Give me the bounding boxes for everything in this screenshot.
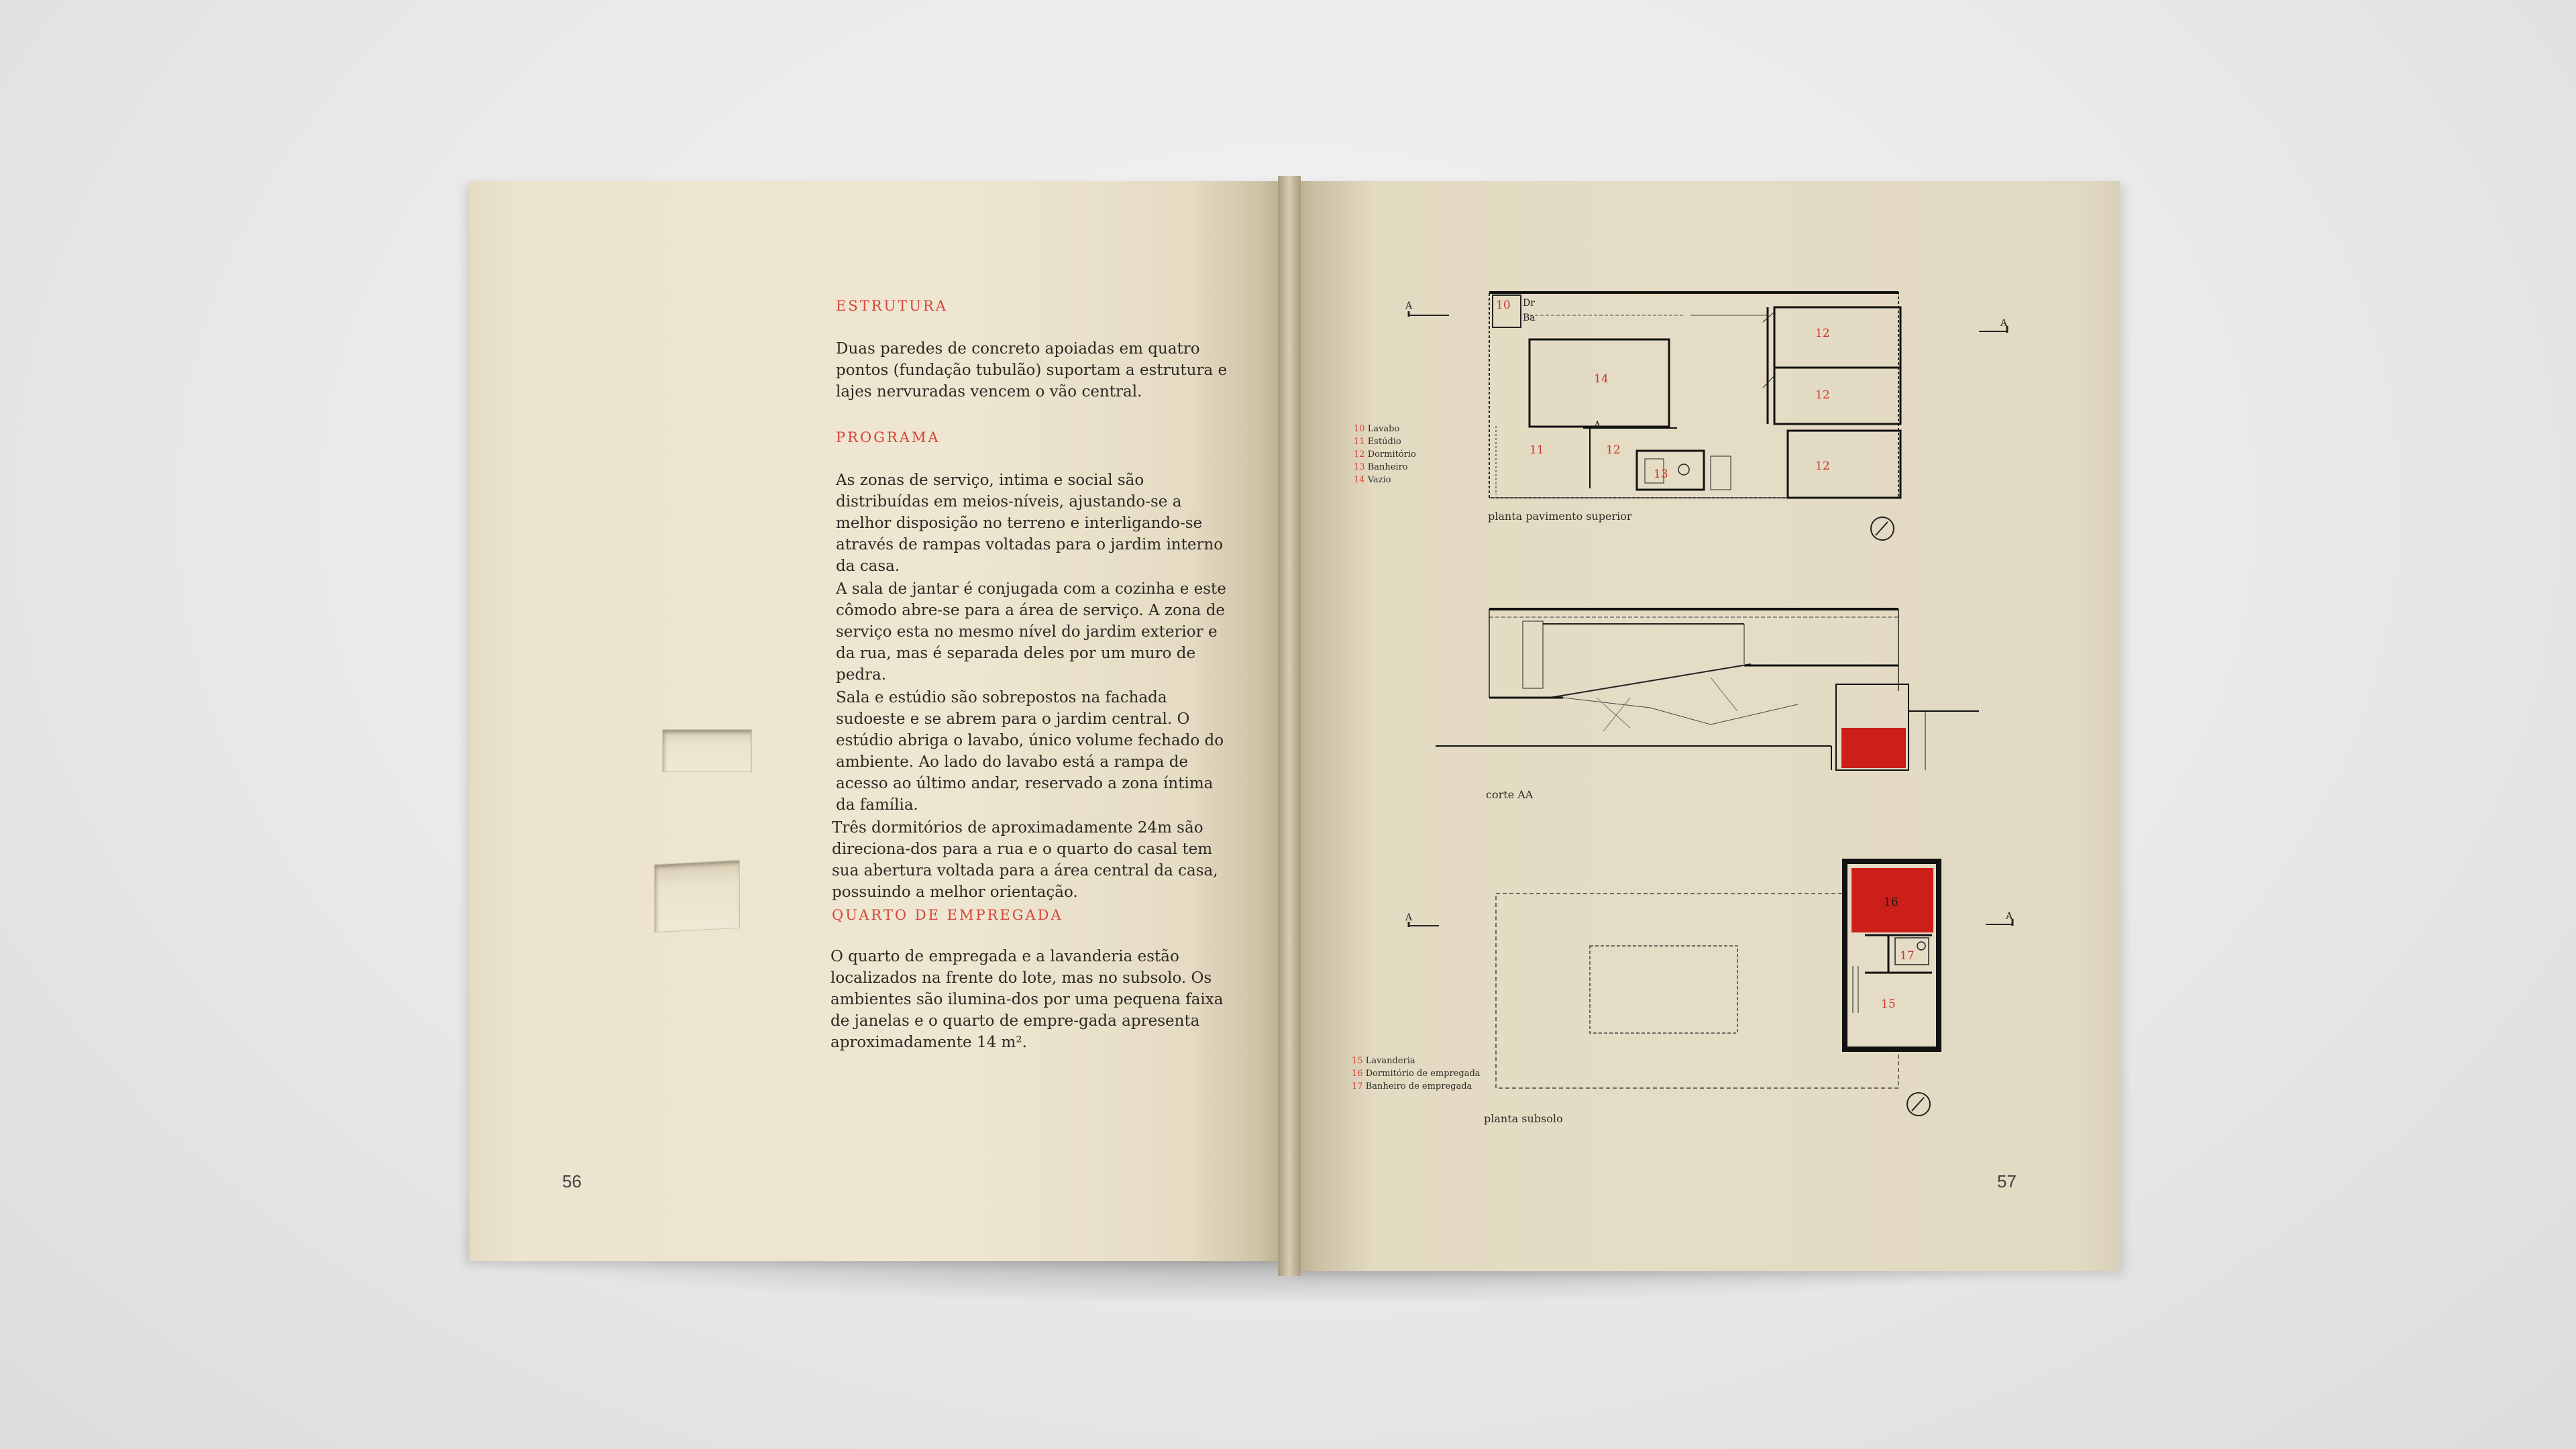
legend-num: 17 (1352, 1081, 1363, 1091)
legend-label: Dormitório de empregada (1365, 1069, 1481, 1079)
caption-section-aa: corte AA (1486, 788, 1534, 801)
legend-plan-basement (1352, 1055, 1481, 1093)
paragraph-programa-2: A sala de jantar é conjugada com a cozinha e este cômodo abre-se para a área de serviço. A zona de serviço esta no mesmo nível do jardim exterior e da rua, mas é separada deles por um muro de pedra. (836, 580, 1226, 684)
room-label-12-a: 12 (1606, 443, 1621, 457)
legend-num: 13 (1354, 462, 1365, 472)
north-arrow-icon (1871, 517, 1894, 540)
paragraph-estrutura: Duas paredes de concreto apoiadas em quatro pontos (fundação tubulão) suportam a estrutura e lajes nervuradas vencem o vão central. (836, 340, 1228, 400)
legend-label: Lavanderia (1365, 1056, 1415, 1066)
caption-plan-upper: planta pavimento superior (1488, 510, 1632, 523)
section-mark-a-right-basement: A (2006, 911, 2013, 922)
room-label-12-c: 12 (1815, 388, 1830, 402)
legend-item (1354, 435, 1416, 448)
die-cut-window-2 (654, 860, 740, 933)
legend-item (1352, 1067, 1481, 1080)
legend-label: Dormitório (1367, 449, 1416, 460)
room-label-15: 15 (1881, 998, 1896, 1011)
legend-item (1354, 448, 1416, 461)
paragraph-programa-3: Sala e estúdio são sobrepostos na fachada sudoeste e se abrem para o jardim central. O estúdio abriga o lavabo, único volume fechado do ambiente. Ao lado do lavabo está a rampa de acesso ao último andar, reservado a zona íntima da família. (836, 689, 1224, 814)
heading-programa: PROGRAMA (836, 429, 941, 445)
legend-item (1354, 474, 1416, 486)
room-label-16: 16 (1884, 896, 1898, 909)
room-label-11: 11 (1529, 443, 1544, 457)
paragraph-programa-4: Três dormitórios de aproximadamente 24m são direciona-dos para a rua e o quarto do casal tem sua abertura voltada para a área central da casa, possuindo a melhor orientação. (832, 819, 1218, 901)
section-mark-a-right: A (2000, 318, 2008, 329)
legend-num: 16 (1352, 1069, 1363, 1079)
legend-item (1354, 423, 1416, 435)
legend-num: 12 (1354, 449, 1365, 460)
heading-quarto: QUARTO DE EMPREGADA (832, 907, 1063, 923)
caption-plan-basement: planta subsolo (1484, 1112, 1563, 1125)
page-number-right: 57 (1997, 1171, 2017, 1191)
room-label-12-b: 12 (1815, 327, 1830, 340)
heading-estrutura: ESTRUTURA (836, 298, 948, 314)
paragraph-programa-1: As zonas de serviço, intima e social são distribuídas em meios-níveis, ajustando-se a melhor disposição no terreno e interligando-se através de rampas voltadas para o jardim interno da casa. (836, 472, 1224, 575)
room-label-13: 13 (1654, 468, 1668, 481)
legend-item (1354, 461, 1416, 474)
section-mark-a-left-basement: A (1405, 912, 1413, 923)
room-label-10: 10 (1496, 299, 1511, 312)
section-mark-left (1409, 311, 1449, 317)
page-number-left: 56 (562, 1171, 582, 1191)
legend-label: Banheiro de empregada (1365, 1081, 1472, 1091)
room-label-17: 17 (1900, 949, 1915, 963)
section-red-room (1841, 728, 1906, 768)
legend-label: Lavabo (1367, 424, 1400, 434)
room-label-12-d: 12 (1815, 460, 1830, 473)
north-arrow-icon (1907, 1093, 1930, 1116)
book-gutter (1278, 176, 1301, 1276)
legend-label: Estúdio (1367, 437, 1401, 447)
section-aa-drawing (1429, 597, 2033, 785)
legend-label: Banheiro (1367, 462, 1408, 472)
legend-item (1352, 1055, 1481, 1067)
section-mark-left (1409, 922, 1439, 927)
label-ba: Ba (1523, 313, 1536, 323)
legend-item (1352, 1080, 1481, 1093)
legend-label: Vazio (1367, 475, 1391, 485)
label-dr: Dr (1523, 298, 1535, 309)
plan-basement (1395, 852, 2053, 1120)
legend-num: 11 (1354, 437, 1365, 447)
die-cut-window-1 (662, 729, 752, 772)
legend-num: 15 (1352, 1056, 1363, 1066)
legend-num: 14 (1354, 475, 1365, 485)
legend-num: 10 (1354, 424, 1365, 434)
paragraph-quarto: O quarto de empregada e a lavanderia estão localizados na frente do lote, mas no subsolo. Os ambientes são ilumina-dos por uma pequena faixa de janelas e o quarto de empre-gada apresenta aproximadamente 14 m². (830, 948, 1224, 1051)
section-mark-a-left: A (1405, 301, 1413, 311)
section-mark-a-mid: A (1594, 420, 1601, 431)
legend-plan-upper (1354, 423, 1416, 486)
room-label-14: 14 (1594, 372, 1609, 386)
